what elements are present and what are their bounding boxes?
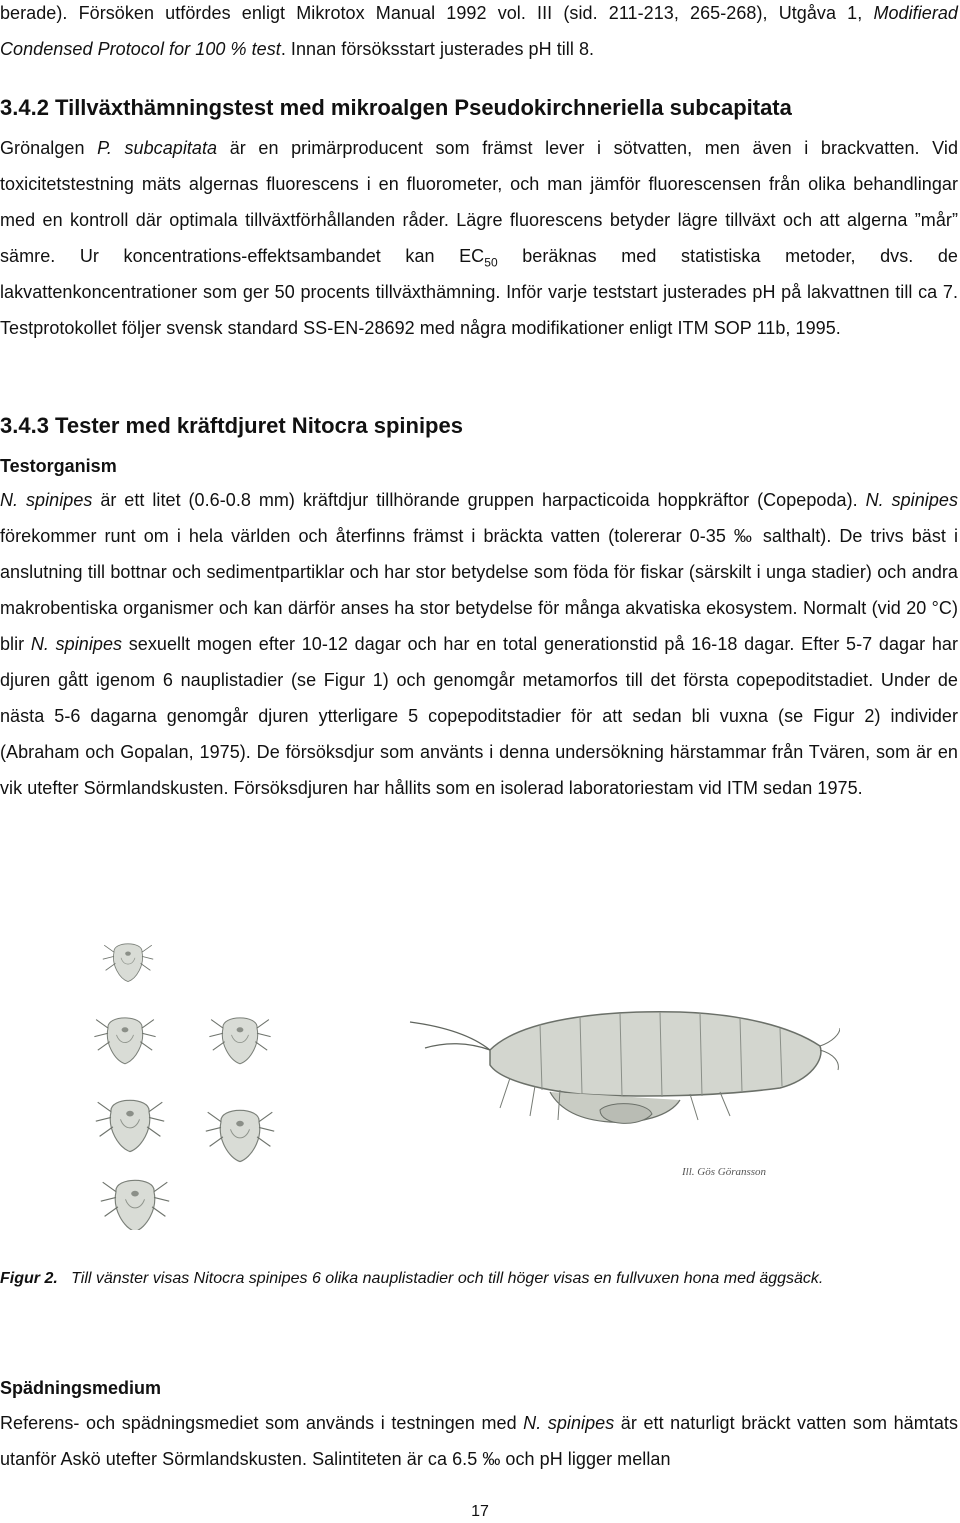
text-run: är ett naturligt bräckt vatten som hämtats utanför Askö utefter Sörmlandskusten. Salintiteten är ca 6.5 ‰ och pH ligger mellan <box>0 1413 958 1469</box>
subscript-run: 50 <box>484 255 498 270</box>
adult-female-copepod-icon <box>410 1012 840 1124</box>
section-heading-3-4-2: 3.4.2 Tillväxthämningstest med mikroalgen Pseudokirchneriella subcapitata <box>0 95 792 120</box>
nauplius-stage-icon <box>101 1180 169 1230</box>
section-heading-3-4-3: 3.4.3 Tester med kräftdjuret Nitocra spinipes <box>0 413 463 438</box>
nauplius-stage-icon <box>209 1018 270 1064</box>
text-run: . Innan försöksstart justerades pH till 8. <box>280 39 595 59</box>
illustrator-signature: Ill. Gös Göransson <box>682 1166 767 1178</box>
subheading-dilution-medium: Spädningsmedium <box>0 1378 162 1398</box>
text-run: Grönalgen <box>0 138 98 158</box>
text-run: sexuellt mogen efter 10-12 dagar och har en total generationstid på 16-18 dagar. Efter 5-7 dagar har djuren gått igenom 6 nauplistadier (se Figur 1) och genomgår metamorfos till det första copepoditstadiet. Under de nästa 5-6 dagarna genomgår djuren ytterligare 5 copepoditstadier för att sedan bli vuxna (se Figur 2) individer (Abraham och Gopalan, 1975). De försöksdjur som använts i denna undersökning härstammar från Tvären, som är en vik utefter Sörmlandskusten. Försöksdjuren har hållits som en isolerad laboratoriestam vid ITM sedan 1975. <box>0 634 958 798</box>
caption-text: Till vänster visas Nitocra spinipes 6 olika nauplistadier och till höger visas en fullvuxen hona med äggsäck. <box>71 1270 824 1287</box>
italic-run: P. subcapitata <box>97 138 218 158</box>
italic-run: N. spinipes <box>865 490 959 510</box>
italic-run: N. spinipes <box>523 1413 615 1433</box>
paragraph-dilution-medium <box>0 1405 958 1477</box>
italic-run: N. spinipes <box>0 490 93 510</box>
nauplius-stage-icon <box>96 1100 164 1151</box>
text-run: är en primärproducent som främst lever i sötvatten, men även i brackvatten. Vid toxicitetstestning mäts algernas fluorescens i en fluorometer, och man jämför fluorescensen från olika behandlingar med en kontroll där optimala tillväxtförhållanden råder. Lägre fluorescens betyder lägre tillväxt och att algerna ”mår” sämre. Ur koncentrations-effektsambandet kan EC <box>0 138 959 266</box>
italic-run: N. spinipes <box>30 634 123 654</box>
subheading-testorganism: Testorganism <box>0 456 117 476</box>
text-run: berade). Försöken utfördes enligt Mikrotox Manual 1992 vol. III (sid. 211-213, 265-268), Utgåva 1, <box>0 3 874 23</box>
text-run: beräknas med statistiska metoder, dvs. de lakvattenkoncentrationer som ger 50 procents tillväxthämning. Inför varje teststart justerades pH på lakvattnen till ca 7. Testprotokollet följer svensk standard SS-EN-28692 med några modifikationer enligt ITM SOP 11b, 1995. <box>0 246 958 338</box>
figure-nitocra-illustration <box>80 930 840 1230</box>
text-run: Referens- och spädningsmediet som används i testningen med <box>0 1413 524 1433</box>
italic-run: Modifierad Condensed Protocol for 100 % test <box>0 3 958 59</box>
nauplius-stage-icon <box>206 1110 274 1161</box>
page-number: 17 <box>471 1503 489 1520</box>
paragraph-microalgae <box>0 130 958 346</box>
text-run: förekommer runt om i hela världen och återfinns främst i bräckta vatten (tolererar 0-35 ‰ salthalt). De trivs bäst i anslutning till bottnar och sedimentpartiklar och har stor betydelse som föda för fiskar (särskilt i unga stadier) och andra makrobentiska organismer och kan därför anses ha stor betydelse för många akvatiska ekosystem. Normalt (vid 20 °C) blir <box>0 526 958 654</box>
nauplius-stage-icon <box>94 1018 155 1064</box>
caption-label: Figur 2. <box>0 1270 58 1287</box>
paragraph-nitocra <box>0 482 958 806</box>
figure-caption <box>0 1268 945 1289</box>
nauplius-stage-icon <box>103 944 153 982</box>
paragraph-mikrotox <box>0 0 958 67</box>
text-run: är ett litet (0.6-0.8 mm) kräftdjur tillhörande gruppen harpacticoida hoppkräftor (Copepoda). <box>92 490 866 510</box>
